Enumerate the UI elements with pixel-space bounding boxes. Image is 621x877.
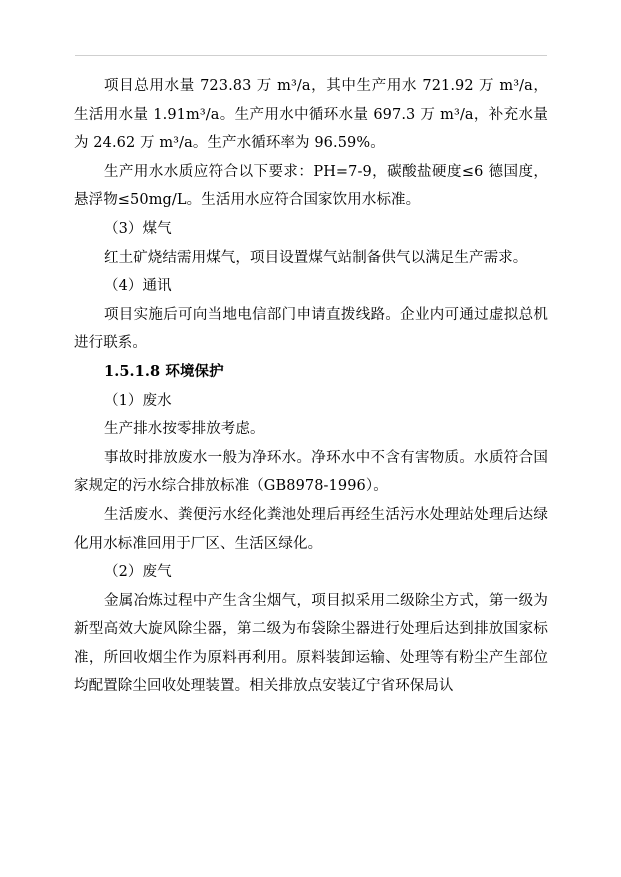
paragraph-wastewater-zero: 生产排水按零排放考虑。	[104, 421, 265, 438]
document-body	[74, 72, 548, 701]
paragraph-gas: 红土矿烧结需用煤气，项目设置煤气站制备供气以满足生产需求。	[104, 249, 528, 266]
section-heading-environment: 1.5.1.8 环境保护	[104, 362, 224, 380]
paragraph-wastewater-domestic: 生活废水、粪便污水经化粪池处理后再经生活污水处理站处理后达绿化用水标准回用于厂区、生活区绿化。	[74, 506, 548, 552]
paragraph-exhaust: 金属冶炼过程中产生含尘烟气，项目拟采用二级除尘方式，第一级为新型高效大旋风除尘器，第二级为布袋除尘器进行处理后达到排放国家标准，所回收烟尘作为原料再利用。原料装卸运输、处理等有粉尘产生部位均配置除尘回收处理装置。相关排放点安装辽宁省环保局认	[74, 592, 548, 695]
subheading-gas: （3）煤气	[104, 220, 172, 237]
paragraph-water-quality: 生产用水水质应符合以下要求：PH=7-9，碳酸盐硬度≤6 德国度，悬浮物≤50mg/L。生活用水应符合国家饮用水标准。	[74, 163, 548, 209]
paragraph-water-total: 项目总用水量 723.83 万 m³/a，其中生产用水 721.92 万 m³/a，生活用水量 1.91m³/a。生产用水中循环水量 697.3 万 m³/a，补充水量为 24.62 万 m³/a。生产水循环率为 96.59%。	[74, 78, 548, 152]
subheading-communication: （4）通讯	[104, 278, 172, 295]
subheading-wastewater: （1）废水	[104, 392, 172, 409]
header-divider	[75, 55, 547, 56]
paragraph-communication: 项目实施后可向当地电信部门申请直拨线路。企业内可通过虚拟总机进行联系。	[74, 306, 548, 352]
paragraph-wastewater-accident: 事故时排放废水一般为净环水。净环水中不含有害物质。水质符合国家规定的污水综合排放标准（GB8978-1996）。	[74, 449, 548, 495]
subheading-exhaust: （2）废气	[104, 564, 172, 581]
